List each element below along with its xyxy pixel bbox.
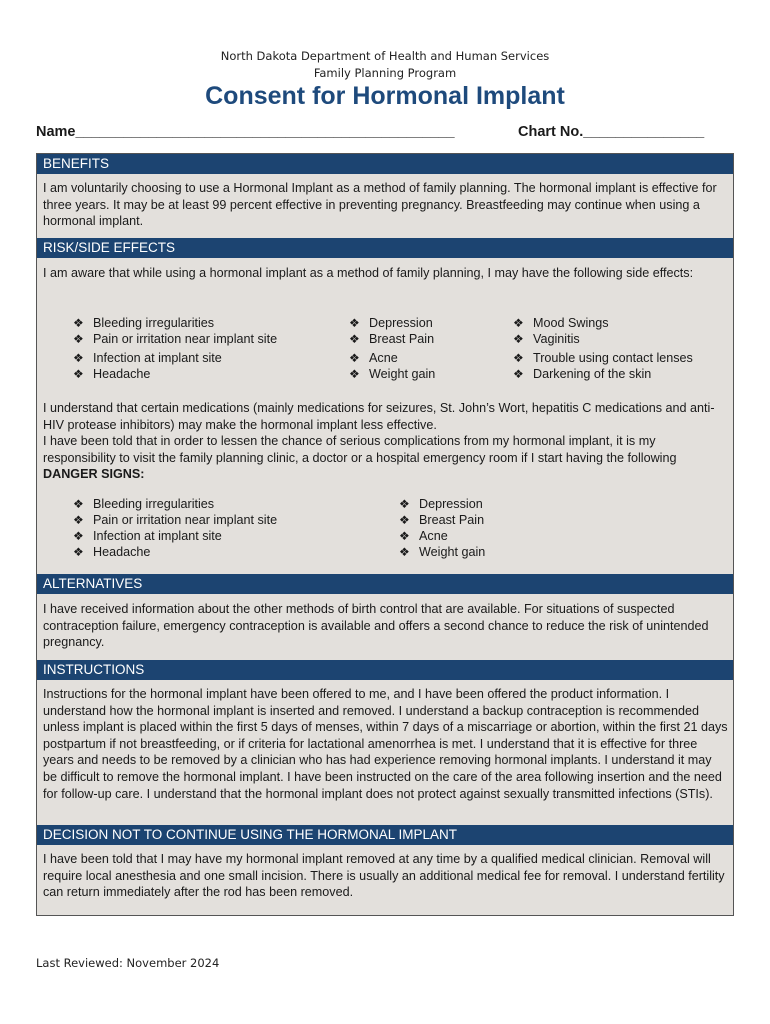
list-item: ❖ Acne [399,529,448,543]
list-item: ❖ Breast Pain [399,513,485,527]
benefits-text: I am voluntarily choosing to use a Hormonal Implant as a method of family planning. The hormonal implant is effective for three years. It may be at least 99 percent effective in preventing pregnancy. Breastfeeding may continue when using a hormonal implant. [43,181,717,229]
bullet-icon: ❖ [513,332,524,346]
bullet-icon: ❖ [73,351,84,365]
bullet-icon: ❖ [399,529,410,543]
list-item: ❖ Depression [399,497,483,511]
bullet-icon: ❖ [73,367,84,381]
alternatives-text: I have received information about the other methods of birth control that are available. For situations of suspected contraception failure, emergency contraception is available and offers a second chance to reduce the risk of unintended pregnancy. [43,602,709,650]
list-item: ❖ Bleeding irregularities [73,497,215,511]
instructions-heading: INSTRUCTIONS [37,660,733,680]
bullet-icon: ❖ [349,367,360,381]
instructions-text: Instructions for the hormonal implant have been offered to me, and I have been offered the product information. I understand how the hormonal implant is inserted and removed. I understand a backup contraception is recommended unless implant is placed within the first 5 days of menses, within 7 days of a miscarriage or abortion, within the first 21 days postpartum if not breastfeeding, or if criteria for lactational amenorrhea is met. I understand that it is effective for three years and needs to be removed by a clinician who has had experience removing hormonal implants. I understand it may be difficult to remove the hormonal implant. I have been instructed on the care of the area following insertion and the need for follow-up care. I understand that the hormonal implant does not protect against sexually transmitted infections (STIs). [43,687,728,801]
list-item: ❖ Headache [73,367,151,381]
consent-form [36,153,734,916]
benefits-heading: BENEFITS [37,154,733,174]
list-item: ❖ Weight gain [399,545,486,559]
program-name: Family Planning Program [313,66,457,80]
bullet-icon: ❖ [73,529,84,543]
list-item: ❖ Headache [73,545,151,559]
name-field[interactable]: Name_______________________________________________ [36,124,455,140]
list-item: ❖ Bleeding irregularities [73,316,215,330]
list-item: ❖ Depression [349,316,433,330]
list-item: ❖ Mood Swings [513,316,609,330]
list-item: ❖ Infection at implant site [73,529,222,543]
bullet-icon: ❖ [399,545,410,559]
bullet-icon: ❖ [513,316,524,330]
risks-intro: I am aware that while using a hormonal implant as a method of family planning, I may have the following side effects: [43,266,694,280]
bullet-icon: ❖ [399,497,410,511]
list-item: ❖ Breast Pain [349,332,435,346]
page-title: Consent for Hormonal Implant [205,82,565,110]
decision-heading: DECISION NOT TO CONTINUE USING THE HORMONAL IMPLANT [37,825,733,845]
patient-fields [36,124,736,144]
list-item: ❖ Infection at implant site [73,351,222,365]
danger-signs-label: DANGER SIGNS: [43,467,145,482]
decision-text: I have been told that I may have my hormonal implant removed at any time by a qualified medical clinician. Removal will require local anesthesia and one small incision. There is usually an additional medical fee for removal. I understand fertility can return immediately after the rod has been removed. [43,852,725,900]
list-item: ❖ Weight gain [349,367,436,381]
bullet-icon: ❖ [513,367,524,381]
list-item: ❖ Darkening of the skin [513,367,652,381]
agency-name: North Dakota Department of Health and Human Services [220,49,550,63]
bullet-icon: ❖ [73,545,84,559]
risks-heading: RISK/SIDE EFFECTS [37,238,733,258]
chart-number-field[interactable]: Chart No._______________ [518,124,705,140]
bullet-icon: ❖ [73,513,84,527]
last-reviewed: Last Reviewed: November 2024 [36,956,220,970]
bullet-icon: ❖ [73,332,84,346]
medications-text: I understand that certain medications (mainly medications for seizures, St. John’s Wort, hepatitis C medications and anti-HIV protease inhibitors) may make the hormonal implant less effective. I have been told that in order to lessen the chance of serious complications from my hormonal implant, it is my responsibility to visit the family planning clinic, a doctor or a hospital emergency room if I start having the following DANGER SIGNS: [43,401,715,482]
bullet-icon: ❖ [513,351,524,365]
list-item: ❖ Trouble using contact lenses [513,351,693,365]
bullet-icon: ❖ [73,497,84,511]
list-item: ❖ Vaginitis [513,332,580,346]
agency-header [0,48,770,82]
bullet-icon: ❖ [349,351,360,365]
bullet-icon: ❖ [349,316,360,330]
list-item: ❖ Acne [349,351,398,365]
bullet-icon: ❖ [399,513,410,527]
bullet-icon: ❖ [349,332,360,346]
alternatives-heading: ALTERNATIVES [37,574,733,594]
bullet-icon: ❖ [73,316,84,330]
list-item: ❖ Pain or irritation near implant site [73,513,278,527]
list-item: ❖ Pain or irritation near implant site [73,332,278,346]
